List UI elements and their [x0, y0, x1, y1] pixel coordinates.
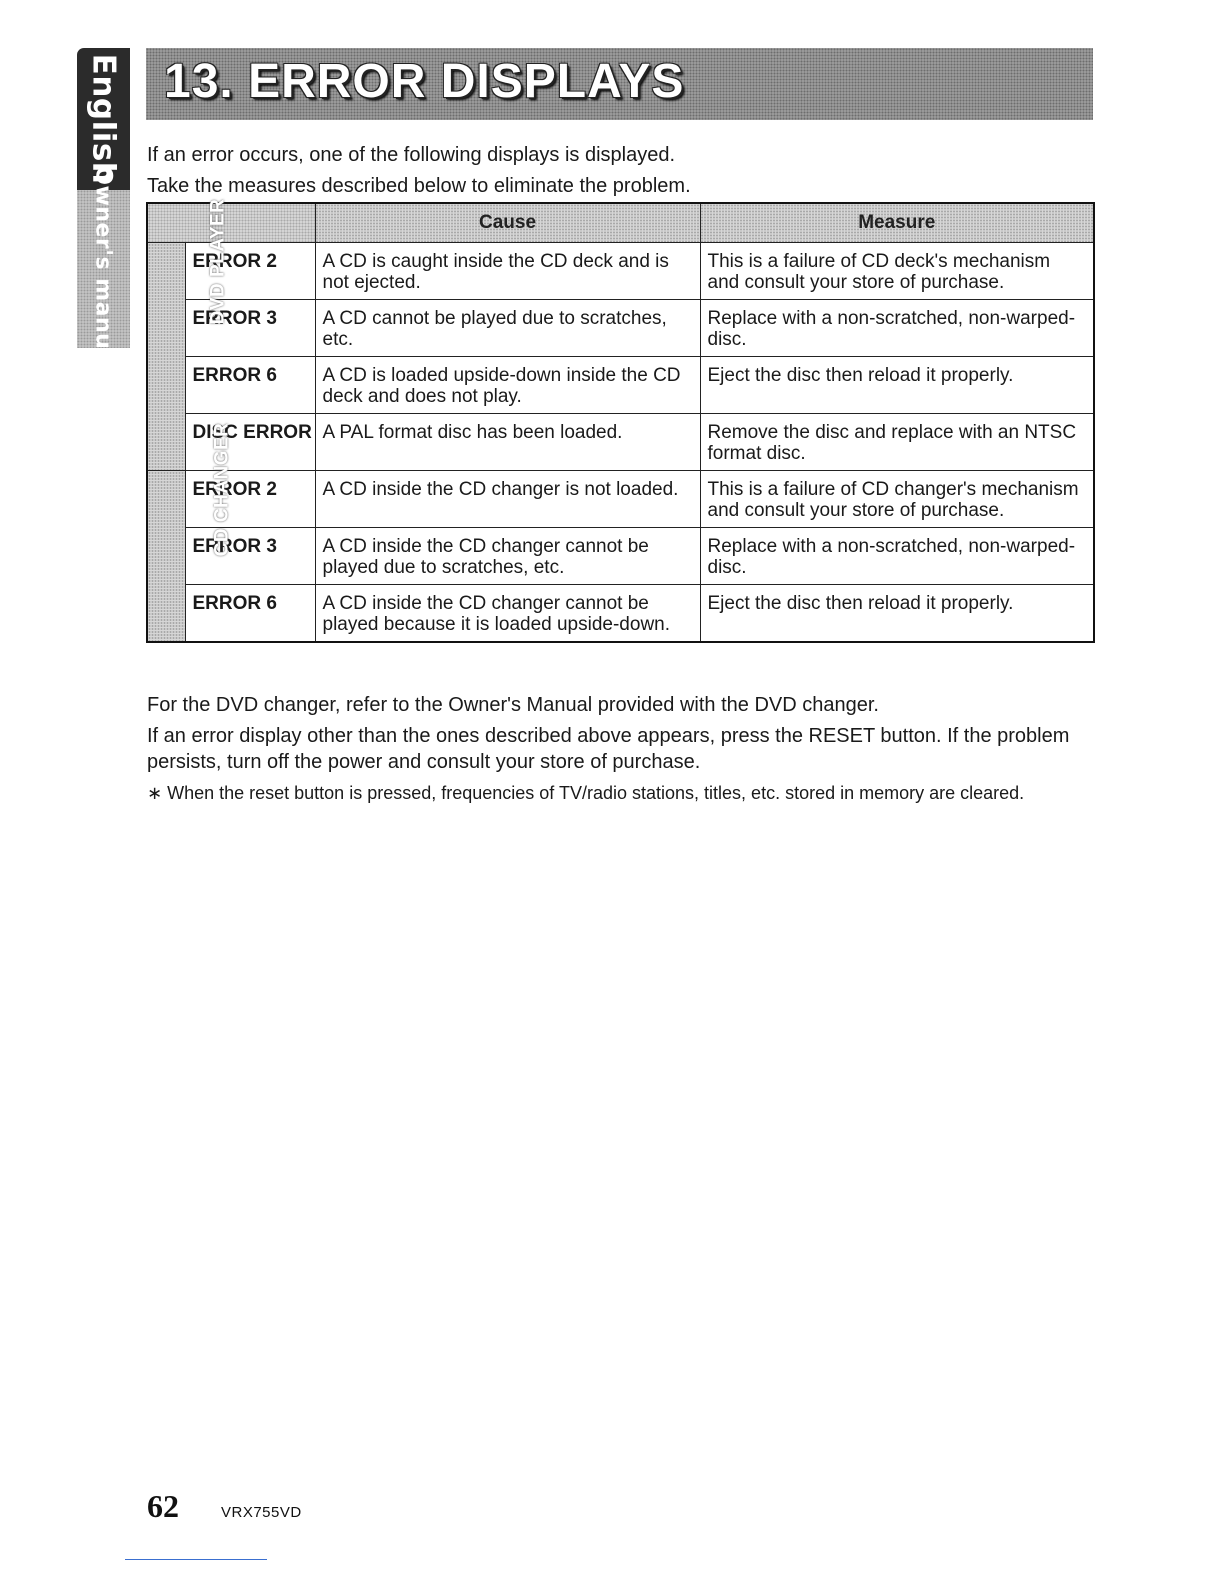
page-footer: [147, 1488, 302, 1525]
error-cause: A CD is caught inside the CD deck and is not ejected.: [315, 243, 700, 300]
error-cause: A CD inside the CD changer cannot be played because it is loaded upside-down.: [315, 585, 700, 643]
page-title: 13. ERROR DISPLAYS: [164, 55, 685, 108]
footnote: ∗ When the reset button is pressed, frequencies of TV/radio stations, titles, etc. stored in memory are cleared.: [147, 783, 1025, 803]
error-measure: This is a failure of CD deck's mechanism and consult your store of purchase.: [700, 243, 1094, 300]
error-cause: A CD inside the CD changer cannot be played due to scratches, etc.: [315, 528, 700, 585]
manual-tab: [77, 165, 130, 373]
table-header-row: [147, 203, 1094, 243]
error-code: ERROR 3: [185, 528, 315, 585]
error-cause: A CD inside the CD changer is not loaded.: [315, 471, 700, 528]
error-cause: A PAL format disc has been loaded.: [315, 414, 700, 471]
manual-label: Owner's manual: [91, 165, 116, 373]
table-row: [147, 585, 1094, 643]
error-code: DISC ERROR: [185, 414, 315, 471]
header-blank: [147, 203, 315, 243]
group-label: DVD PLAYER: [207, 198, 229, 325]
error-cause: A CD cannot be played due to scratches, etc.: [315, 300, 700, 357]
error-measure: Eject the disc then reload it properly.: [700, 585, 1094, 643]
error-cause: A CD is loaded upside-down inside the CD deck and does not play.: [315, 357, 700, 414]
error-table: [146, 198, 1095, 643]
group-cd-changer: [147, 422, 233, 643]
intro-line-1: If an error occurs, one of the following displays is displayed.: [147, 144, 676, 166]
table-row: [147, 414, 1094, 471]
table-row: [147, 300, 1094, 357]
error-measure: Eject the disc then reload it properly.: [700, 357, 1094, 414]
error-measure: This is a failure of CD changer's mechanism and consult your store of purchase.: [700, 471, 1094, 528]
header-cause: Cause: [315, 203, 700, 243]
page-number: 62: [147, 1488, 179, 1524]
table-row: [147, 357, 1094, 414]
table-row: [147, 243, 1094, 300]
model-name: VRX755VD: [221, 1504, 302, 1521]
group-dvd-player: [147, 198, 229, 471]
intro-text: [147, 140, 1097, 202]
dvd-changer-note: For the DVD changer, refer to the Owner's Manual provided with the DVD changer.: [147, 694, 879, 716]
error-measure: Replace with a non-scratched, non-warped-disc.: [700, 300, 1094, 357]
error-code: ERROR 2: [185, 471, 315, 528]
error-code: ERROR 2: [185, 243, 315, 300]
table-row: [147, 471, 1094, 528]
reset-note: If an error display other than the ones described above appears, press the RESET button. If the problem persists, turn off the power and consult your store of purchase.: [147, 725, 1070, 773]
error-code: ERROR 6: [185, 585, 315, 643]
title-banner: [146, 48, 1093, 120]
error-code: ERROR 3: [185, 300, 315, 357]
bottom-rule: [125, 1559, 267, 1560]
table-row: [147, 528, 1094, 585]
error-code: ERROR 6: [185, 357, 315, 414]
header-measure: Measure: [700, 203, 1094, 243]
after-table-notes: [147, 692, 1107, 811]
intro-line-2: Take the measures described below to eliminate the problem.: [147, 175, 691, 197]
error-measure: Replace with a non-scratched, non-warped-disc.: [700, 528, 1094, 585]
error-measure: Remove the disc and replace with an NTSC format disc.: [700, 414, 1094, 471]
group-label: CD CHANGER: [211, 422, 233, 557]
language-label: English: [85, 53, 122, 185]
